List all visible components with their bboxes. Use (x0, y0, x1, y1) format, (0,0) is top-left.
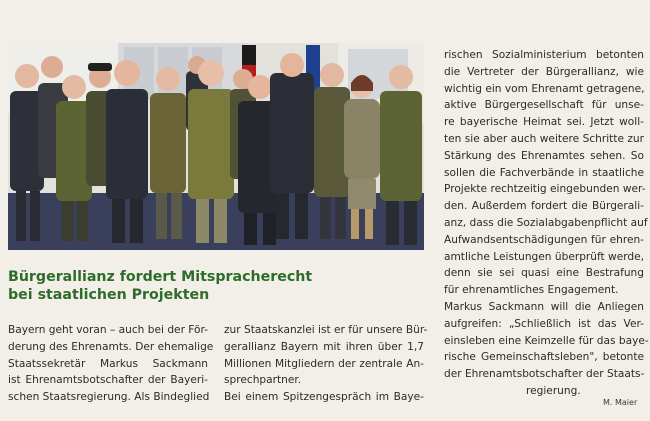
text-line: Aufwandsentschädigungen für ehren- (444, 233, 644, 246)
text-line: die Vertreter der Bürgerallianz, wie (444, 65, 644, 78)
text-line: rische Gemeinschaftsleben", betonte (444, 351, 644, 364)
text-line: Markus Sackmann will die Anliegen (444, 300, 644, 313)
group-photo-illustration (8, 43, 424, 250)
text-line: regierung. (526, 384, 581, 397)
text-line: wichtig ein vom Ehrenamt getragene, (444, 82, 645, 95)
text-line: sprechpartner. (224, 374, 302, 387)
text-line: Projekte rechtzeitig eingebunden wer- (444, 183, 646, 196)
text-line: ist Ehrenamtsbotschafter der Bayeri- (8, 374, 208, 387)
text-line: derung des Ehrenamts. Der ehemalige (8, 340, 214, 353)
text-line: schen Staatsregierung. Als Bindeglied (8, 391, 210, 404)
text-line: anz, dass die Sozialabgabenpflicht auf (444, 216, 648, 229)
photo-credit: M. Maier (603, 398, 638, 407)
text-line: der Ehrenamtsbotschafter der Staats- (444, 368, 645, 381)
article-column-1 (8, 322, 214, 406)
text-line: rischen Sozialministerium betonten (444, 49, 644, 61)
text-line: zur Staatskanzlei ist er für unsere Bür- (224, 324, 428, 336)
text-line: gerallianz Bayern mit ihren über 1,7 (224, 340, 424, 353)
text-line: amtliche Leistungen überprüft werde, (444, 250, 645, 263)
text-line: aufgreifen: „Schließlich ist das Ver- (444, 317, 644, 330)
article-column-3 (444, 47, 649, 400)
text-line: für ehrenamtliches Engagement. (444, 284, 619, 297)
headline-line-1: Bürgerallianz fordert Mitspracherecht (8, 269, 313, 285)
article-headline (8, 268, 428, 304)
text-line: denn sie sei quasi eine Bestrafung (444, 267, 644, 280)
group-photo (8, 43, 424, 250)
text-line: sollen die Fachverbände in staatliche (444, 166, 644, 179)
text-line: einsleben eine Keimzelle für das baye- (444, 334, 649, 347)
text-line: Bayern geht voran – auch bei der För- (8, 324, 208, 336)
text-line: den. Außerdem fordert die Bürgerali- (444, 200, 644, 213)
text-line: ten sie aber auch weitere Schritte zur (444, 132, 644, 145)
text-line: re bayerische Heimat sei. Jetzt woll- (444, 116, 644, 129)
text-line: Stärkung des Ehrenamtes sehen. So (444, 149, 644, 162)
article-column-2 (224, 322, 428, 406)
text-line: Staatssekretär Markus Sackmann (8, 357, 208, 370)
text-line: Millionen Mitgliedern der zentrale An- (224, 357, 424, 370)
headline-line-2: bei staatlichen Projekten (8, 287, 210, 303)
text-line: aktive Bürgergesellschaft für unse- (444, 99, 644, 112)
text-line: Bei einem Spitzengespräch im Baye- (224, 391, 424, 404)
